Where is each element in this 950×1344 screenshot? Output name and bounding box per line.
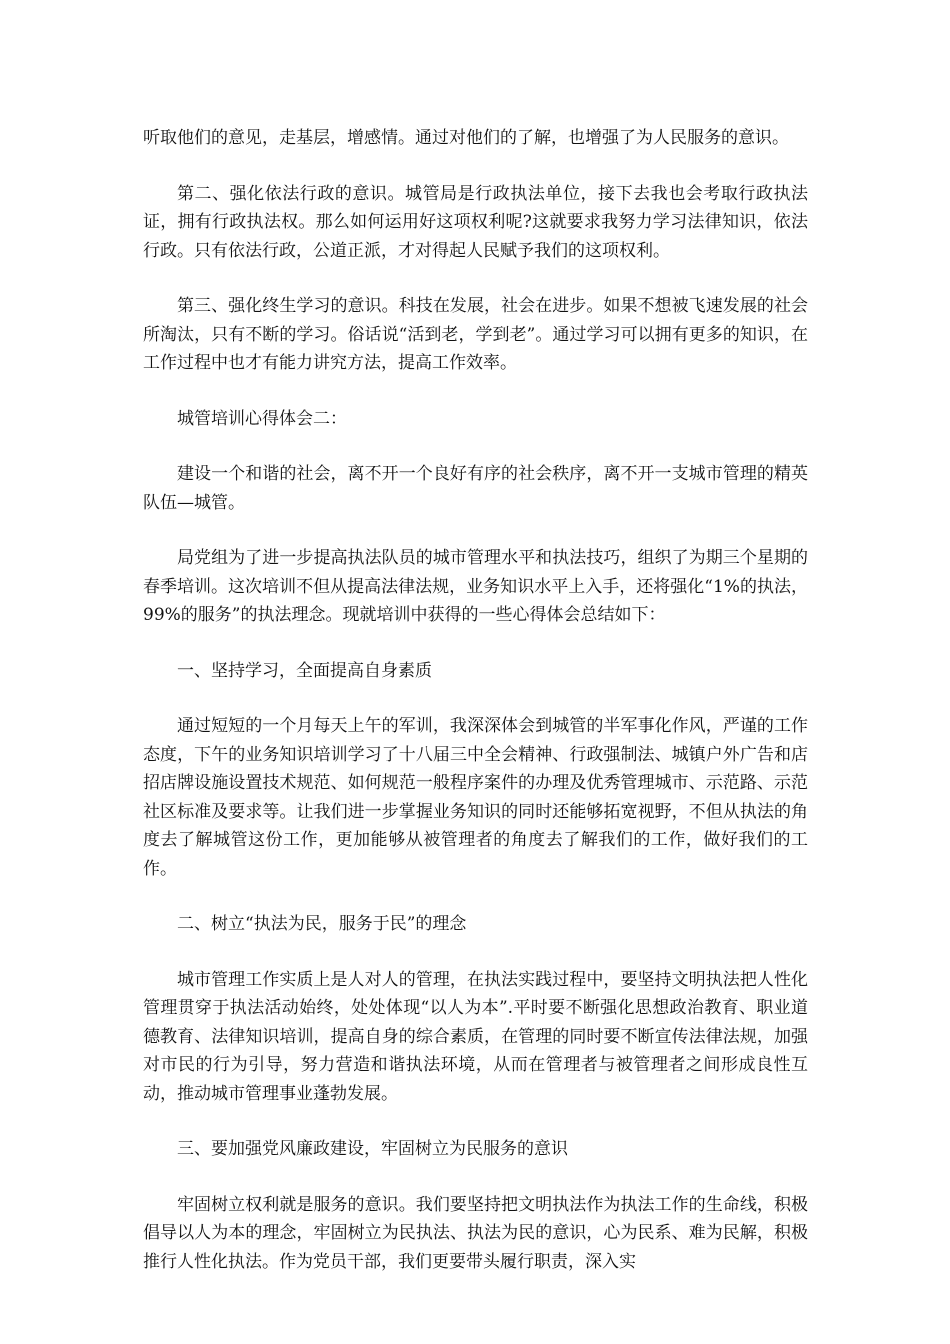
paragraph-third-point: 第三、强化终生学习的意识。科技在发展，社会在进步。如果不想被飞速发展的社会所淘汰，只有不断的学习。俗话说“活到老，学到老”。通过学习可以拥有更多的知识，在工作过程中也才有能力讲究方法，提高工作效率。: [143, 296, 808, 373]
paragraph-second-point: 第二、强化依法行政的意识。城管局是行政执法单位，接下去我也会考取行政执法证，拥有行政执法权。那么如何运用好这项权利呢?这就要求我努力学习法律知识，依法行政。只有依法行政，公道正派，才对得起人民赋予我们的这项权利。: [143, 183, 808, 261]
paragraph-service-awareness: 牢固树立权利就是服务的意识。我们要坚持把文明执法作为执法工作的生命线，积极倡导以人为本的理念，牢固树立为民执法、执法为民的意识，心为民系、难为民解，积极推行人性化执法。作为党员干部，我们更要带头履行职责，深入实: [143, 1194, 808, 1272]
paragraph-military-training: 通过短短的一个月每天上午的军训，我深深体会到城管的半军事化作风，严谨的工作态度，下午的业务知识培训学习了十八届三中全会精神、行政强制法、城镇户外广告和店招店牌设施设置技术规范、如何规范一般程序案件的办理及优秀管理城市、示范路、示范社区标准及要求等。让我们进一步掌握业务知识的同时还能够拓宽视野，不但从执法的角度去了解城管这份工作，更加能够从被管理者的角度去了解我们的工作，做好我们的工作。: [143, 716, 808, 879]
section-heading-integrity: 三、要加强党风廉政建设，牢固树立为民服务的意识: [177, 1139, 568, 1159]
document-page: [143, 124, 808, 1303]
section-heading-experience-two: 城管培训心得体会二：: [177, 408, 347, 429]
section-heading-learning: 一、坚持学习，全面提高自身素质: [177, 660, 432, 681]
paragraph-spring-training: 局党组为了进一步提高执法队员的城市管理水平和执法技巧，组织了为期三个星期的春季培训。这次培训不但从提高法律法规，业务知识水平上入手，还将强化“1%的执法，99%的服务”的执法理念。现就培训中获得的一些心得体会总结如下：: [143, 548, 808, 625]
paragraph-continuation: 听取他们的意见，走基层，增感情。通过对他们的了解，也增强了为人民服务的意识。: [143, 128, 789, 148]
paragraph-harmonious-society: 建设一个和谐的社会，离不开一个良好有序的社会秩序，离不开一支城市管理的精英队伍—城管。: [143, 464, 808, 513]
paragraph-humanized-management: 城市管理工作实质上是人对人的管理，在执法实践过程中，要坚持文明执法把人性化管理贯穿于执法活动始终，处处体现“以人为本”.平时要不断强化思想政治教育、职业道德教育、法律知识培训，提高自身的综合素质，在管理的同时要不断宣传法律法规，加强对市民的行为引导，努力营造和谐执法环境，从而在管理者与被管理者之间形成良性互动，推动城市管理事业蓬勃发展。: [143, 969, 808, 1104]
section-heading-serve-people: 二、树立“执法为民，服务于民”的理念: [177, 914, 467, 934]
